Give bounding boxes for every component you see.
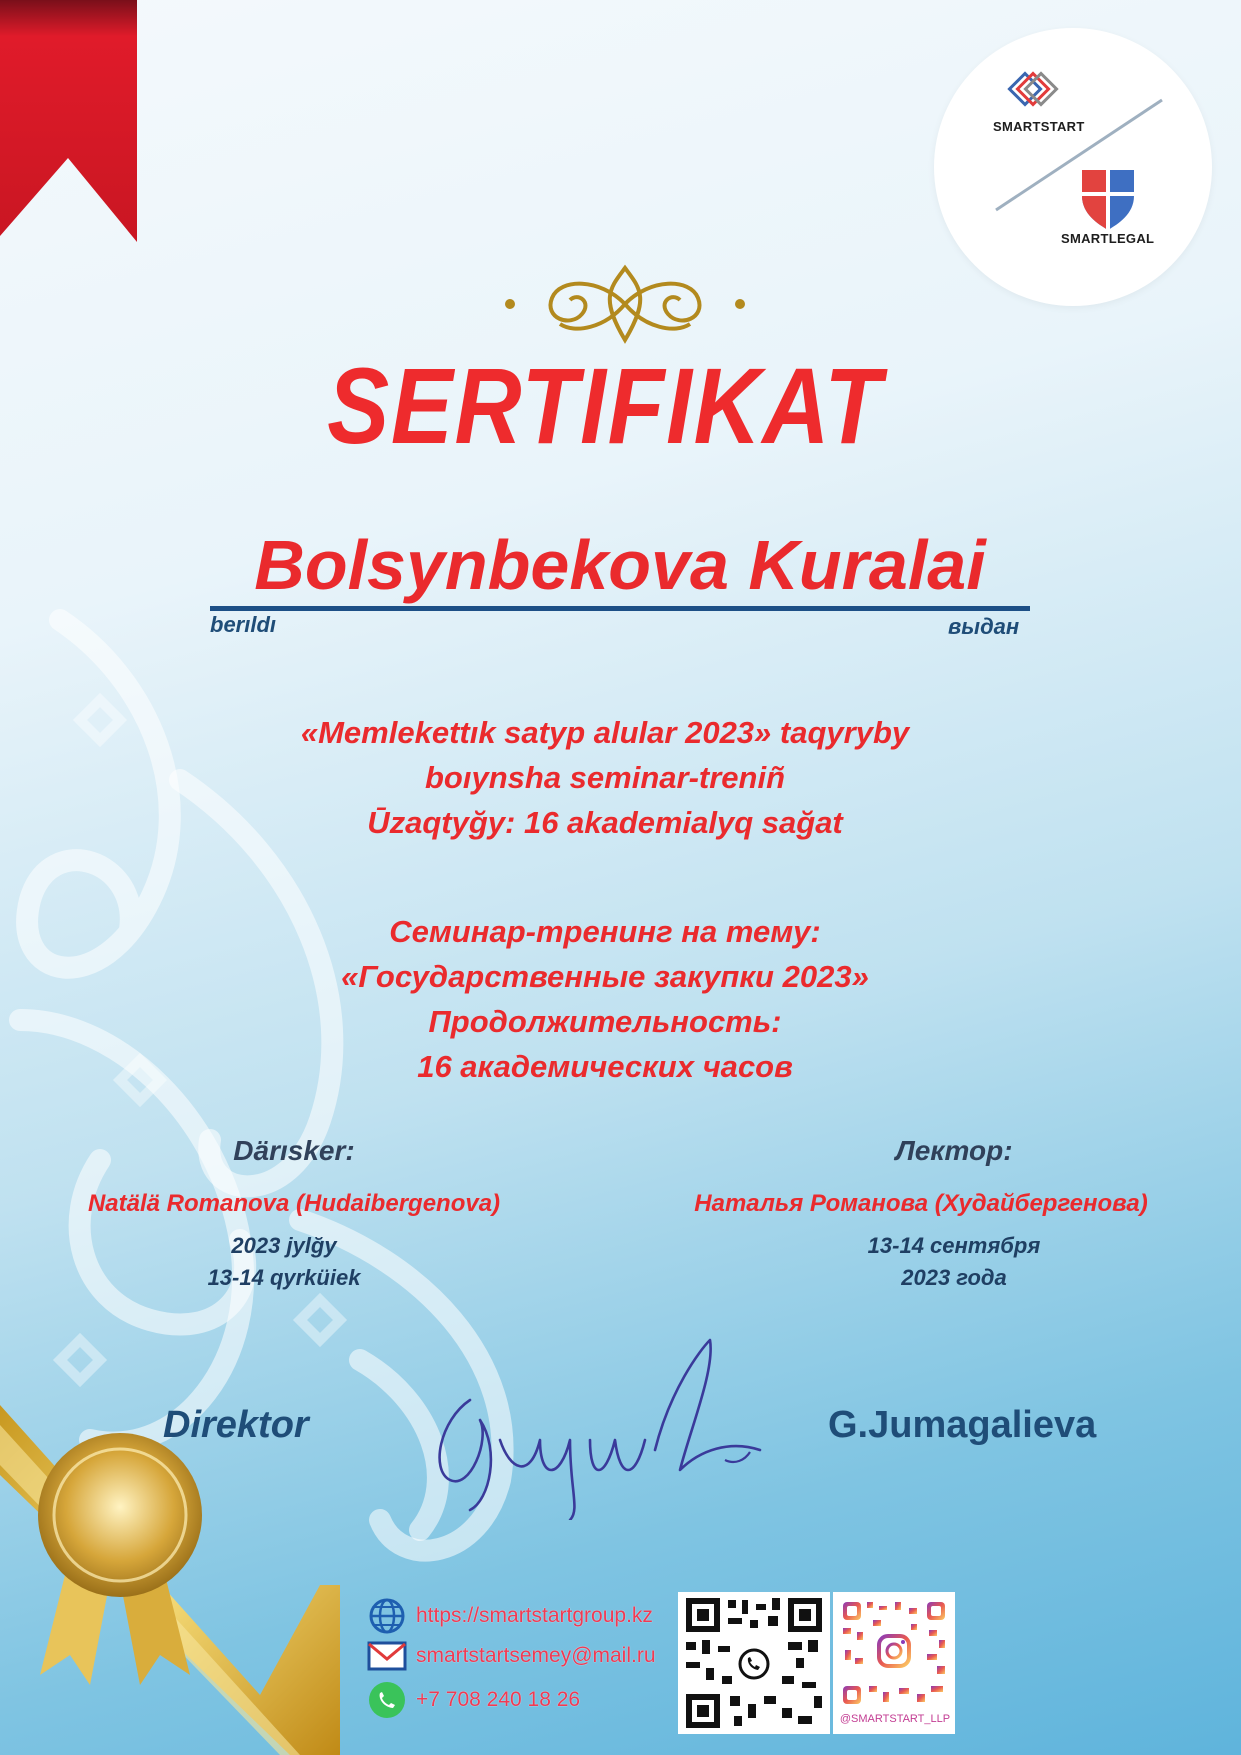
phone-number[interactable]: +7 708 240 18 26 — [416, 1688, 581, 1711]
lecture-date-kz-line-2: 13-14 qyrküiek — [207, 1264, 361, 1290]
description-kz-line-1: «Memlekettık satyp alular 2023» taqyryby — [300, 715, 910, 750]
lecturer-name-ru: Наталья Романова (Худайбергенова) — [694, 1190, 1148, 1217]
mail-icon — [366, 1636, 408, 1676]
director-label: Direktor — [163, 1404, 309, 1446]
smartstart-logo-text: SMARTSTART — [993, 119, 1085, 134]
instagram-icon — [879, 1636, 909, 1666]
lecturer-label-kz: Därısker: — [233, 1135, 355, 1166]
contact-email[interactable] — [366, 1636, 656, 1676]
medal-icon — [38, 1433, 202, 1685]
issued-label-kz: berıldı — [210, 612, 277, 637]
partner-logos — [934, 28, 1212, 306]
ribbon-bookmark — [0, 0, 137, 242]
lecture-date-ru-line-2: 2023 года — [901, 1264, 1007, 1290]
qr-pattern — [678, 1592, 830, 1734]
gold-flourish-ornament — [330, 258, 920, 350]
instagram-handle[interactable]: @SMARTSTART_LLP — [839, 1713, 951, 1725]
lecturer-name-kz: Natälä Romanova (Hudaibergenova) — [87, 1190, 501, 1217]
recipient-name: Bolsynbekova Kuralai — [254, 526, 986, 604]
description-ru-line-4: 16 академических часов — [417, 1049, 793, 1084]
certificate-title: SERTIFIKAT — [327, 345, 883, 466]
director-name: G.Jumagalieva — [828, 1404, 1097, 1446]
description-ru-line-2: «Государственные закупки 2023» — [341, 959, 869, 994]
email-link[interactable]: smartstartsemey@mail.ru — [416, 1644, 656, 1667]
description-kz-line-2: boıynsha seminar-treniñ — [424, 760, 786, 795]
lecture-date-kz — [24, 1230, 544, 1294]
description-ru-line-1: Семинар-тренинг на тему: — [389, 914, 821, 949]
lecture-date-ru-line-1: 13-14 сентября — [867, 1233, 1041, 1258]
description-kz-line-3: Ūzaqtyğy: 16 akademialyq sağat — [367, 805, 843, 840]
website-link[interactable]: https://smartstartgroup.kz — [416, 1604, 653, 1627]
smartlegal-shield-icon — [1082, 170, 1134, 230]
gold-sash-medal — [0, 1405, 340, 1755]
lecture-date-kz-line-1: 2023 jylğy — [231, 1233, 337, 1258]
description-ru-line-3: Продолжительность: — [428, 1004, 782, 1039]
smartlegal-logo-text: SMARTLEGAL — [1061, 231, 1155, 246]
director-signature — [430, 1330, 780, 1520]
recipient-underline — [210, 606, 1030, 611]
globe-icon — [366, 1596, 408, 1636]
contact-phone[interactable] — [366, 1680, 580, 1720]
issued-label-ru: выдан — [948, 614, 1020, 639]
qr-code-whatsapp[interactable] — [678, 1592, 830, 1734]
contact-website[interactable] — [366, 1596, 653, 1636]
smartstart-logo-icon — [1009, 73, 1056, 104]
lecture-date-ru — [694, 1230, 1214, 1294]
whatsapp-icon — [366, 1680, 408, 1720]
lecturer-label-ru: Лектор: — [895, 1135, 1013, 1166]
